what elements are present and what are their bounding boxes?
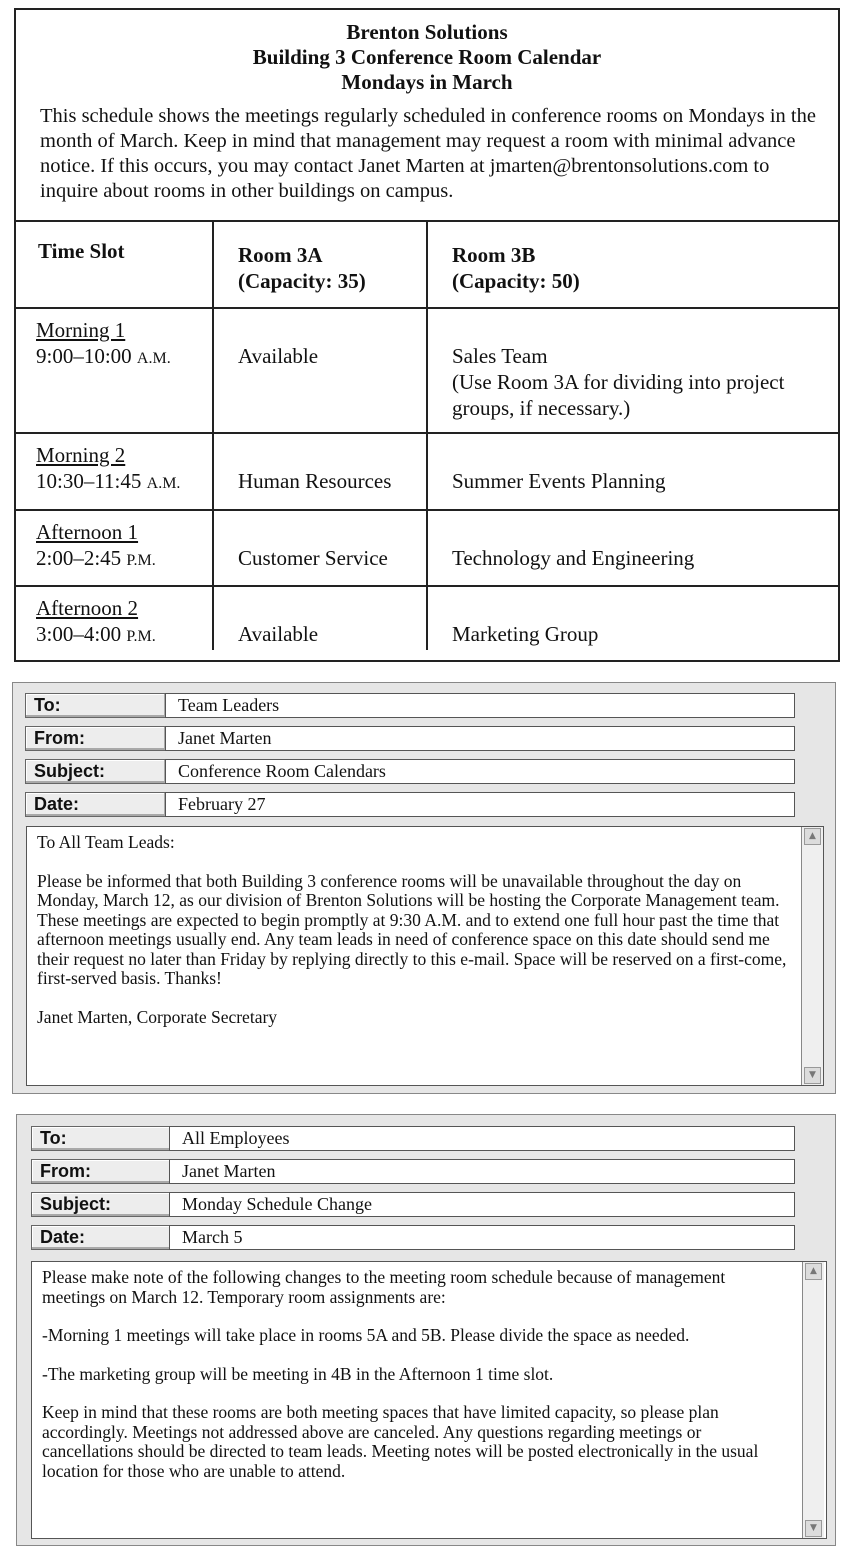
room-3b-cell: Technology and Engineering bbox=[427, 510, 838, 586]
scroll-up-icon[interactable]: ▲ bbox=[805, 1263, 822, 1280]
table-row bbox=[16, 510, 838, 586]
email-paragraph: -The marketing group will be meeting in 4B in the Afternoon 1 time slot. bbox=[42, 1363, 554, 1384]
subject-label: Subject: bbox=[25, 759, 167, 784]
header-room-3a bbox=[213, 222, 427, 308]
calendar-title-block bbox=[16, 10, 838, 95]
date-field[interactable]: February 27 bbox=[165, 792, 795, 817]
from-label: From: bbox=[25, 726, 167, 751]
email-paragraph: Please make note of the following changes to the meeting room schedule because of management meetings on March 12. Temporary room assignments are: bbox=[42, 1267, 726, 1307]
slot-name: Morning 2 bbox=[36, 443, 126, 467]
table-header-row bbox=[16, 222, 838, 308]
room-3b-cell: Marketing Group bbox=[452, 622, 599, 646]
scrollbar[interactable] bbox=[802, 1262, 824, 1538]
time-slot-cell bbox=[16, 433, 213, 510]
to-field[interactable]: Team Leaders bbox=[165, 693, 795, 718]
from-field[interactable]: Janet Marten bbox=[165, 726, 795, 751]
room-3b-meeting: Sales Team bbox=[452, 344, 548, 368]
room-3a-cell: Available bbox=[213, 586, 427, 650]
slot-name: Morning 1 bbox=[36, 318, 126, 342]
email-paragraph: -Morning 1 meetings will take place in rooms 5A and 5B. Please divide the space as needed. bbox=[42, 1325, 690, 1345]
room-3a-capacity: (Capacity: 35) bbox=[238, 269, 366, 293]
email-window-2 bbox=[16, 1114, 836, 1546]
table-row bbox=[16, 433, 838, 510]
time-slot-cell bbox=[16, 308, 213, 433]
email-body[interactable] bbox=[26, 826, 824, 1086]
subject-field[interactable]: Conference Room Calendars bbox=[165, 759, 795, 784]
email-paragraph: Please be informed that both Building 3 conference rooms will be unavailable throughout the day on Monday, March 12, as our division of Brenton Solutions will be hosting the Corporate Management team. These meetings are expected to begin promptly at 9:30 A.M. and to extend one full hour past the time that afternoon meetings usually end. Any team leads in need of conference space on this date should send me their request no later than Friday by replying directly to this e-mail. Space will be reserved on a first-come, first-served basis. Thanks! bbox=[37, 870, 787, 988]
room-3b-capacity: (Capacity: 50) bbox=[452, 269, 580, 293]
room-3b-cell bbox=[427, 308, 838, 433]
company-name: Brenton Solutions bbox=[346, 20, 508, 44]
room-3a-cell: Available bbox=[213, 308, 427, 433]
date-label: Date: bbox=[31, 1225, 175, 1250]
time-slot-cell bbox=[16, 510, 213, 586]
calendar-subtitle: Mondays in March bbox=[341, 70, 513, 94]
scroll-down-icon[interactable]: ▼ bbox=[805, 1520, 822, 1537]
email-window-1 bbox=[12, 682, 836, 1094]
calendar-title: Building 3 Conference Room Calendar bbox=[252, 45, 602, 69]
slot-time: 10:30–11:45 A.M. bbox=[36, 469, 181, 493]
header-room-3b bbox=[427, 222, 838, 308]
subject-field[interactable]: Monday Schedule Change bbox=[169, 1192, 795, 1217]
email-greeting: To All Team Leads: bbox=[37, 832, 175, 852]
to-field[interactable]: All Employees bbox=[169, 1126, 795, 1151]
room-3b-name: Room 3B bbox=[452, 243, 536, 267]
to-label: To: bbox=[25, 693, 167, 718]
calendar-intro: This schedule shows the meetings regularly scheduled in conference rooms on Mondays in the month of March. Keep in mind that management may request a room with minimal advance notice. If this occurs, you may contact Janet Marten at jmarten@brentonsolutions.com to inquire about rooms in other buildings on campus. bbox=[40, 105, 816, 202]
table-row bbox=[16, 308, 838, 433]
room-3b-cell: Summer Events Planning bbox=[427, 433, 838, 510]
room-3a-cell: Human Resources bbox=[213, 433, 427, 510]
subject-label: Subject: bbox=[31, 1192, 175, 1217]
time-slot-cell bbox=[16, 586, 213, 650]
calendar-header bbox=[16, 10, 838, 222]
from-label: From: bbox=[31, 1159, 175, 1184]
to-label: To: bbox=[31, 1126, 175, 1151]
header-time-slot: Time Slot bbox=[16, 222, 213, 308]
email-body[interactable] bbox=[31, 1261, 827, 1539]
scroll-up-icon[interactable]: ▲ bbox=[804, 828, 821, 845]
scrollbar[interactable] bbox=[801, 827, 823, 1085]
email-paragraph: Keep in mind that these rooms are both meeting spaces that have limited capacity, so please plan accordingly. Meetings not addressed above are canceled. Any questions regarding meetings or cancellations should be directed to team leads. Meeting notes will be posted electronically in the usual location for those who are unable to attend. bbox=[42, 1402, 759, 1481]
email-signature: Janet Marten, Corporate Secretary bbox=[37, 1006, 278, 1027]
schedule-table bbox=[16, 222, 838, 650]
slot-time: 9:00–10:00 A.M. bbox=[36, 344, 171, 368]
slot-name: Afternoon 1 bbox=[36, 520, 139, 544]
date-label: Date: bbox=[25, 792, 167, 817]
room-3a-name: Room 3A bbox=[238, 243, 323, 267]
room-3a-cell: Customer Service bbox=[213, 510, 427, 586]
scroll-down-icon[interactable]: ▼ bbox=[804, 1067, 821, 1084]
slot-name: Afternoon 2 bbox=[36, 596, 139, 620]
conference-room-calendar bbox=[14, 8, 840, 662]
room-3b-note: (Use Room 3A for dividing into project groups, if necessary.) bbox=[452, 370, 785, 420]
from-field[interactable]: Janet Marten bbox=[169, 1159, 795, 1184]
date-field[interactable]: March 5 bbox=[169, 1225, 795, 1250]
slot-time: 3:00–4:00 P.M. bbox=[36, 622, 156, 646]
slot-time: 2:00–2:45 P.M. bbox=[36, 546, 156, 570]
table-row bbox=[16, 586, 838, 650]
